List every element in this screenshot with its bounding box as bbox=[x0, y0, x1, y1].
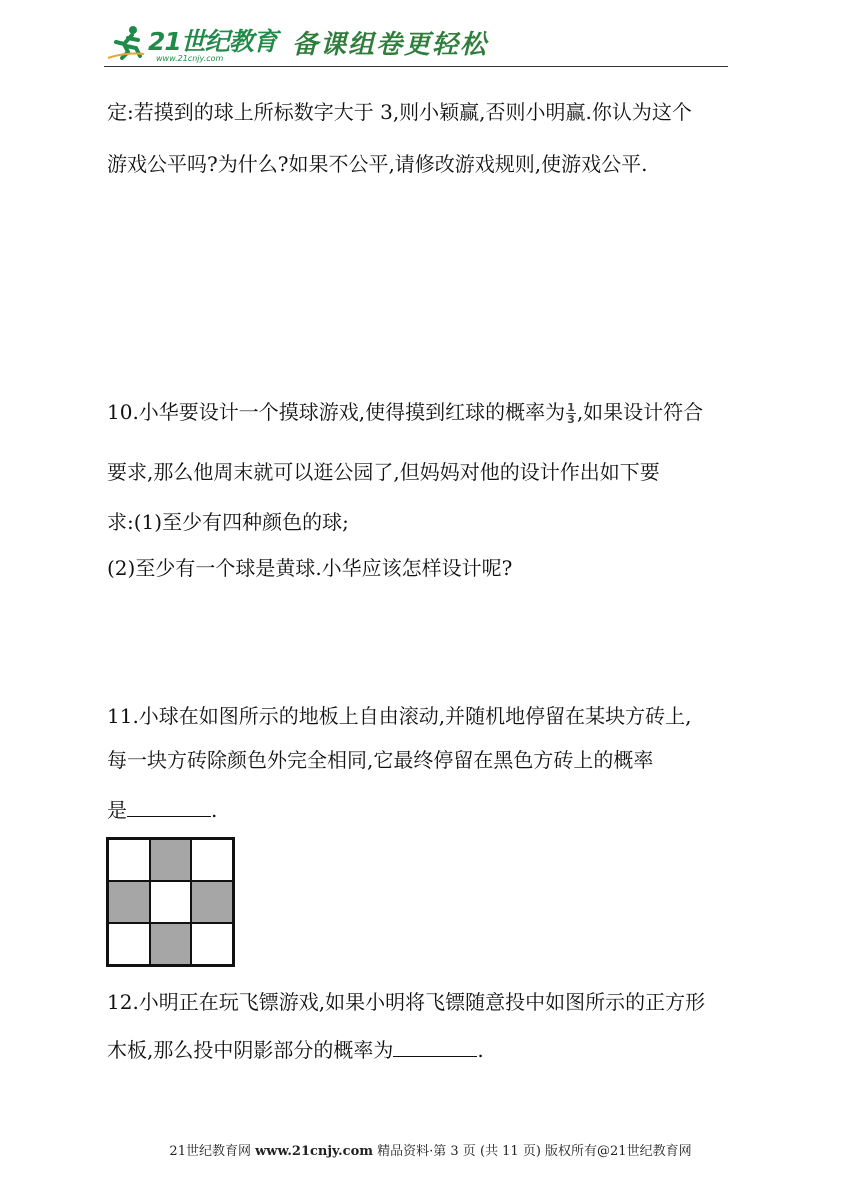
q10-line-1 bbox=[107, 398, 703, 426]
q12-line-2 bbox=[107, 1036, 484, 1064]
fraction-one-third bbox=[566, 402, 576, 425]
footer-site-link[interactable]: www.21cnjy.com bbox=[255, 1144, 373, 1159]
tile-white bbox=[108, 923, 150, 965]
tile-white bbox=[191, 923, 233, 965]
q12-prefix: 木板,那么投中阴影部分的概率为 bbox=[107, 1038, 394, 1062]
q9-line-1: 定:若摸到的球上所标数字大于 3,则小颖赢,否则小明赢.你认为这个 bbox=[107, 100, 692, 124]
q10-text-before: 10.小华要设计一个摸球游戏,使得摸到红球的概率为 bbox=[107, 400, 566, 424]
page-header bbox=[104, 18, 728, 70]
header-slogan: 备课组卷更轻松 bbox=[292, 30, 489, 60]
q12-line-1: 12.小明正在玩飞镖游戏,如果小明将飞镖随意投中如图所示的正方形 bbox=[107, 990, 706, 1014]
q10-line-2: 要求,那么他周末就可以逛公园了,但妈妈对他的设计作出如下要 bbox=[107, 460, 660, 484]
answer-blank bbox=[393, 1036, 477, 1057]
q9-line-2: 游戏公平吗?为什么?如果不公平,请修改游戏规则,使游戏公平. bbox=[107, 152, 648, 176]
q10-text-after: ,如果设计符合 bbox=[576, 400, 704, 424]
fraction-denominator: 3 bbox=[567, 413, 575, 426]
q12-suffix: . bbox=[477, 1038, 484, 1062]
logo-text: 21世纪教育 bbox=[148, 27, 277, 56]
runner-logo-icon bbox=[106, 24, 146, 60]
answer-blank bbox=[127, 796, 211, 817]
q11-line-3 bbox=[107, 796, 217, 824]
tile-white bbox=[191, 839, 233, 881]
tile-floor-figure bbox=[106, 837, 235, 967]
header-rule bbox=[104, 66, 728, 67]
tile-white bbox=[150, 881, 192, 923]
q11-line-1: 11.小球在如图所示的地板上自由滚动,并随机地停留在某块方砖上, bbox=[107, 704, 692, 728]
q11-prefix: 是 bbox=[107, 798, 127, 822]
tile-gray bbox=[191, 881, 233, 923]
footer-brand: 21世纪教育网 bbox=[169, 1144, 251, 1159]
tile-white bbox=[108, 839, 150, 881]
q11-line-2: 每一块方砖除颜色外完全相同,它最终停留在黑色方砖上的概率 bbox=[107, 748, 654, 772]
tile-gray bbox=[150, 839, 192, 881]
tile-gray bbox=[108, 881, 150, 923]
logo-url: www.21cnjy.com bbox=[156, 54, 224, 63]
footer-page-info: 精品资料·第 3 页 (共 11 页) 版权所有@21世纪教育网 bbox=[377, 1144, 692, 1159]
q10-line-4: (2)至少有一个球是黄球.小华应该怎样设计呢? bbox=[107, 556, 513, 580]
q10-line-3: 求:(1)至少有四种颜色的球; bbox=[107, 510, 349, 534]
page-footer bbox=[0, 1140, 861, 1159]
tile-gray bbox=[150, 923, 192, 965]
fraction-numerator: 1 bbox=[567, 401, 575, 414]
q11-suffix: . bbox=[211, 798, 218, 822]
